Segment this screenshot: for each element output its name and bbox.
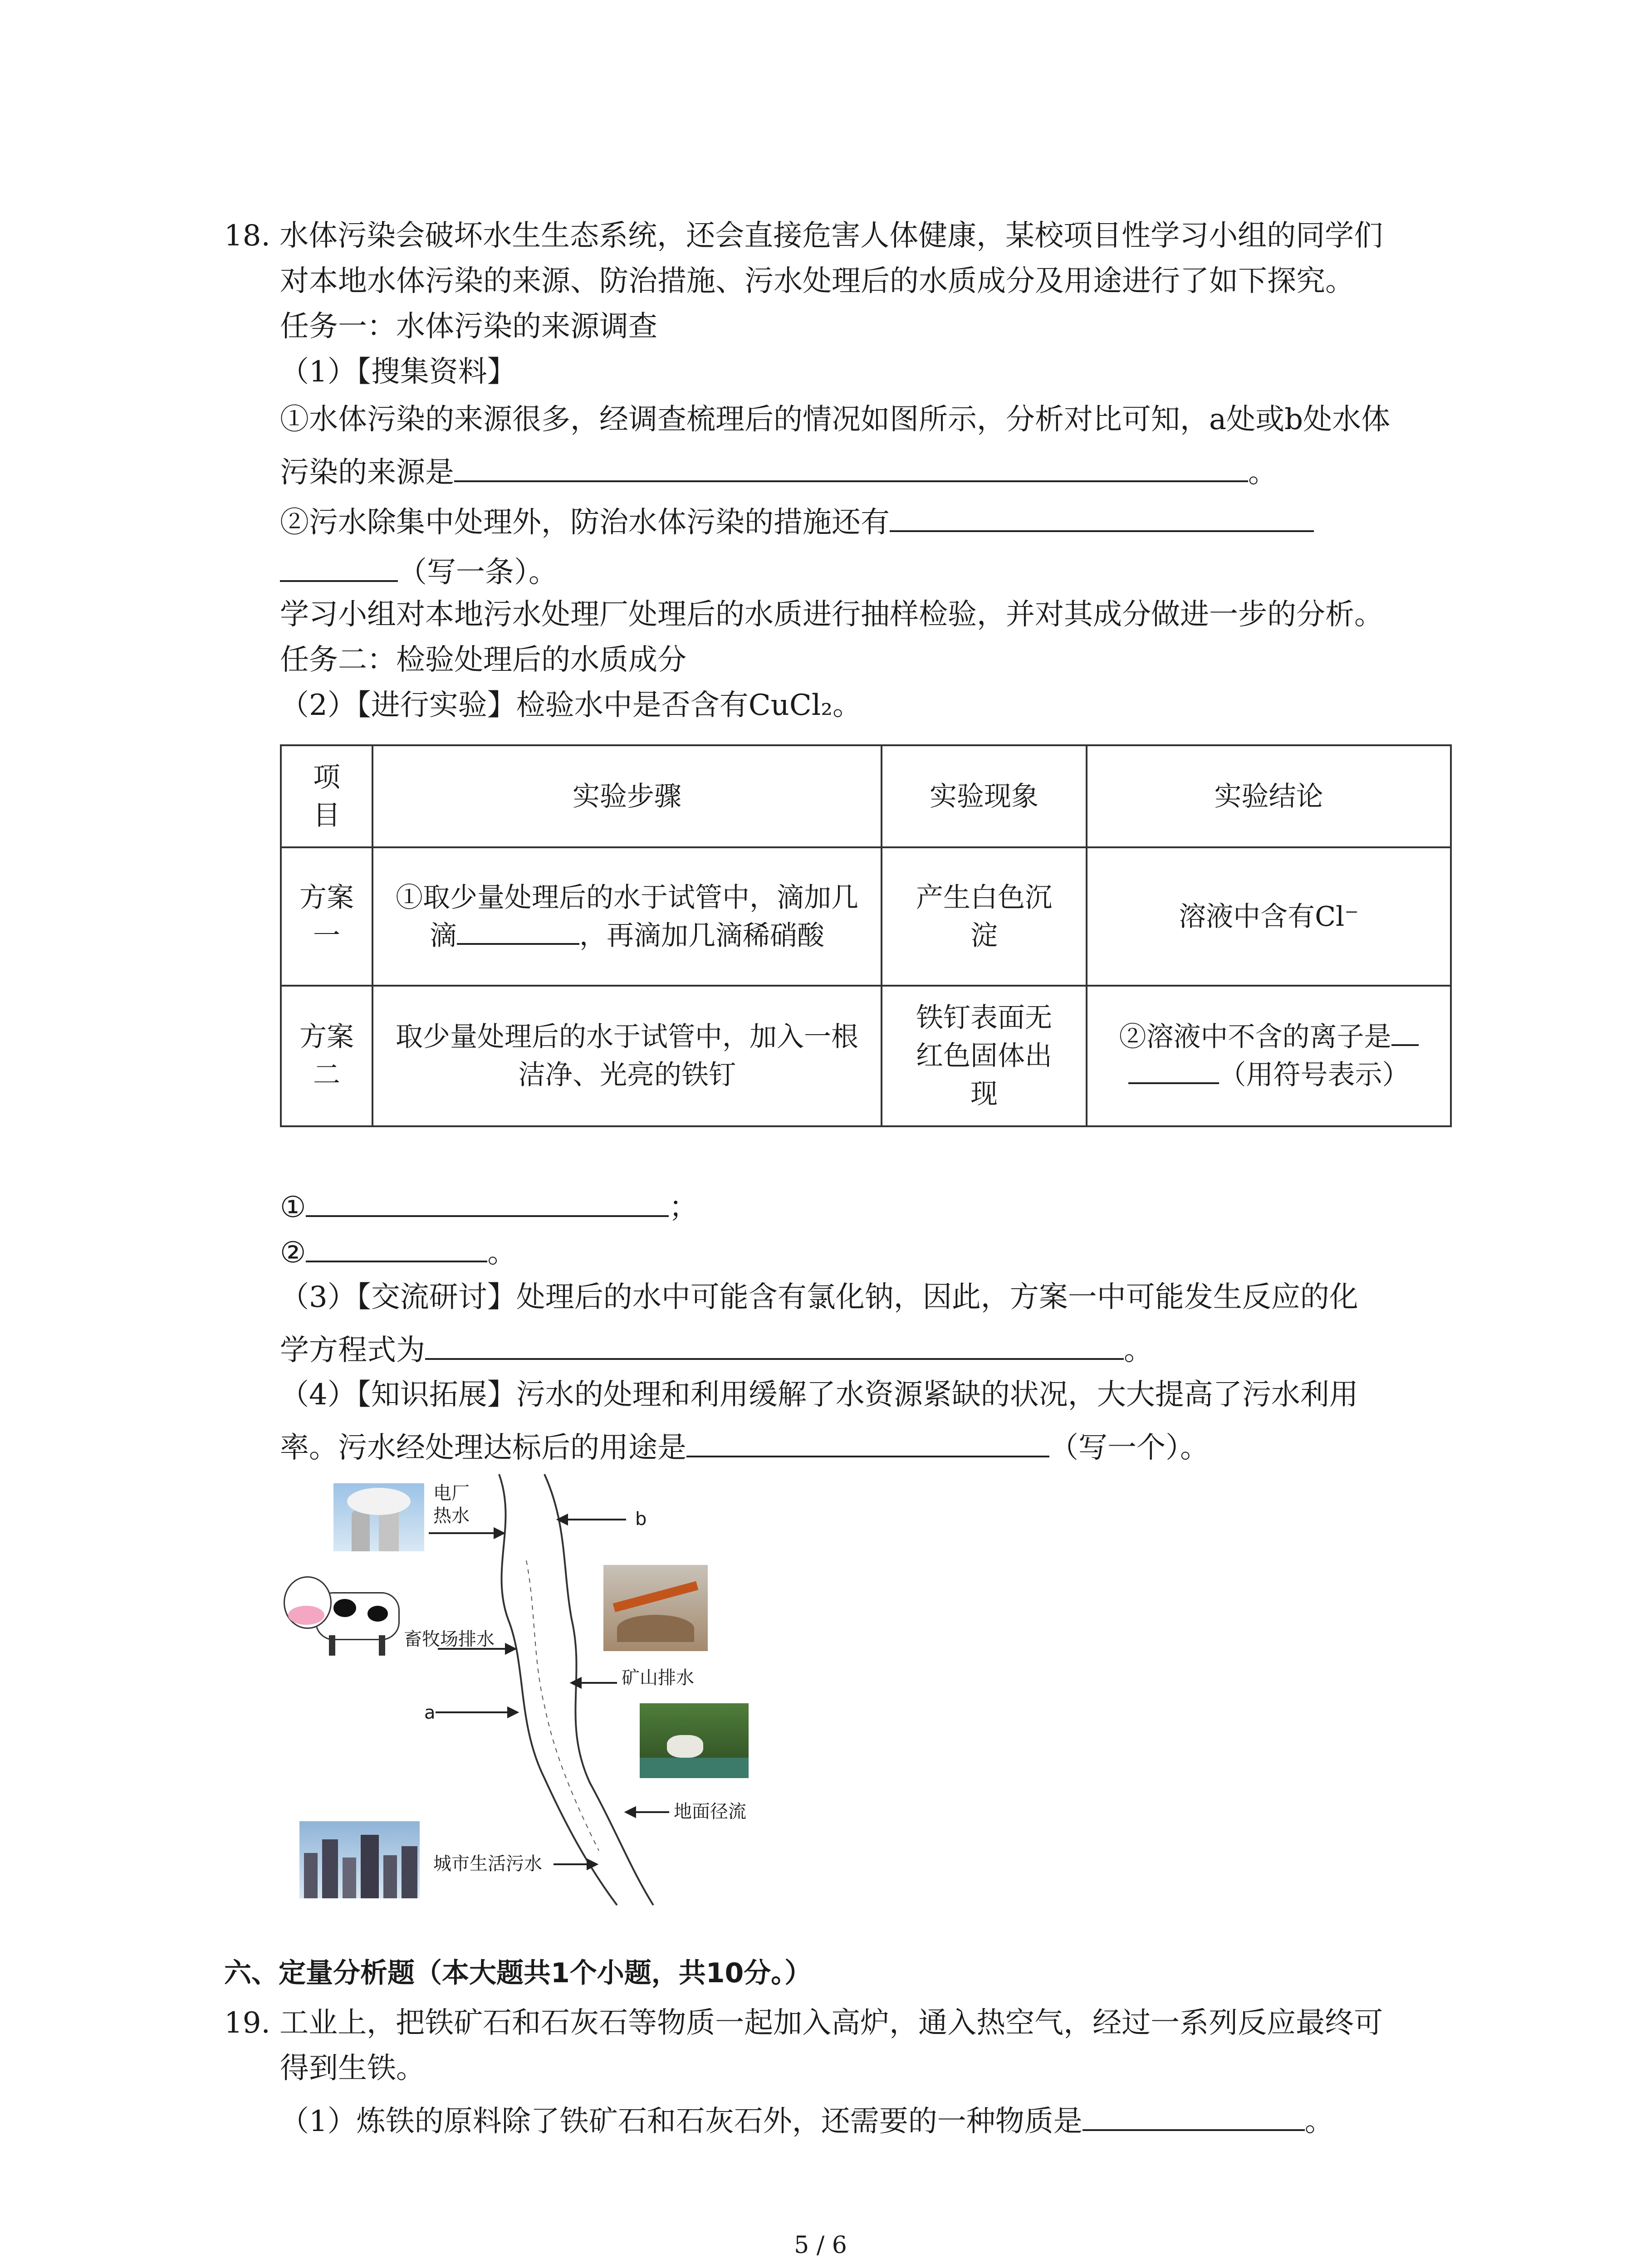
q19-line1: 19. 工业上，把铁矿石和石灰石等物质一起加入高炉，通入热空气，经过一系列反应最终可 xyxy=(224,2006,1383,2040)
q19-line2: 得到生铁。 xyxy=(280,2052,425,2085)
power-plant-image xyxy=(333,1483,424,1551)
header-conclusion: 实验结论 xyxy=(1087,745,1451,847)
sub2-line-a-text: ②污水除集中处理外，防治水体污染的措施还有 xyxy=(280,506,890,539)
header-item: 项目 xyxy=(281,745,372,847)
arrow-mine xyxy=(572,1678,581,1687)
sub1-line-a: ①水体污染的来源很多，经调查梳理后的情况如图所示，分析对比可知，a处或b处水体 xyxy=(280,403,1391,436)
sub2-line-b xyxy=(280,551,558,591)
sub1-line-b xyxy=(280,451,1277,491)
task2-heading: 任务二：检验处理后的水质成分 xyxy=(280,643,686,677)
q18-line1: 18. 水体污染会破坏水生生态系统，还会直接危害人体健康，某校项目性学习小组的同学们 xyxy=(224,219,1383,253)
arrow-a xyxy=(508,1708,517,1717)
plan2-label: 方案二 xyxy=(281,986,372,1126)
q19-sub1: （1）炼铁的原料除了铁矿石和石灰石外，还需要的一种物质是 。 xyxy=(280,2100,1334,2140)
answer-blank-1[interactable] xyxy=(306,1186,669,1217)
cow-image xyxy=(284,1567,402,1658)
label-runoff: 地面径流 xyxy=(674,1801,746,1822)
sub2-heading: （2）【进行实验】检验水中是否含有CuCl₂。 xyxy=(280,689,862,722)
answer-line-2: ② 。 xyxy=(280,1232,516,1271)
plan1-label: 方案一 xyxy=(281,847,372,986)
sub3-line-a: （3）【交流研讨】处理后的水中可能含有氯化钠，因此，方案一中可能发生反应的化 xyxy=(280,1281,1358,1314)
answer-blank-measure-cont[interactable] xyxy=(280,551,398,582)
header-steps: 实验步骤 xyxy=(372,745,882,847)
experiment-table xyxy=(280,744,1452,1127)
mine-image xyxy=(603,1565,708,1651)
header-phenomenon: 实验现象 xyxy=(882,745,1087,847)
sub1-heading: （1）【搜集资料】 xyxy=(280,355,516,389)
sub3-line-b: 学方程式为 。 xyxy=(280,1329,1153,1369)
arrow-city xyxy=(588,1860,597,1869)
page-number: 5 / 6 xyxy=(794,2232,847,2259)
arrow-farm xyxy=(506,1644,515,1653)
sub1-line-b-text: 污染的来源是 xyxy=(280,456,454,489)
answer-blank-measure[interactable] xyxy=(890,501,1314,532)
answer-blank-material[interactable] xyxy=(1083,2100,1305,2131)
plan2-conclusion: ②溶液中不含的离子是 （用符号表示） xyxy=(1087,986,1451,1126)
sub2-line-a xyxy=(280,501,1314,541)
label-power-plant-2: 热水 xyxy=(433,1505,470,1526)
answer-blank-ion-a[interactable] xyxy=(1391,1019,1419,1046)
river-current xyxy=(526,1560,599,1851)
runoff-image xyxy=(640,1703,749,1778)
plan1-step: ①取少量处理后的水于试管中，滴加几滴 ，再滴加几滴稀硝酸 xyxy=(372,847,882,986)
sub4-line-a: （4）【知识拓展】污水的处理和利用缓解了水资源紧缺的状况，大大提高了污水利用 xyxy=(280,1378,1358,1412)
arrow-power-plant xyxy=(495,1529,504,1538)
arrow-runoff xyxy=(626,1808,635,1817)
answer-blank-2[interactable] xyxy=(306,1232,487,1262)
answer-blank-equation[interactable] xyxy=(425,1329,1124,1360)
answer-blank-source[interactable] xyxy=(454,451,1248,482)
label-a: a xyxy=(424,1702,436,1723)
sub1-line-b-end: 。 xyxy=(1248,456,1277,489)
plan1-conclusion: 溶液中含有Cl⁻ xyxy=(1087,847,1451,986)
label-power-plant-1: 电厂 xyxy=(433,1483,470,1504)
river-bank-right xyxy=(544,1474,653,1905)
river-bank-left xyxy=(499,1474,617,1905)
q18-line2: 对本地水体污染的来源、防治措施、污水处理后的水质成分及用途进行了如下探究。 xyxy=(280,264,1354,298)
task1-heading: 任务一：水体污染的来源调查 xyxy=(280,310,657,343)
answer-blank-use[interactable] xyxy=(686,1427,1049,1457)
answer-blank-ion-b[interactable] xyxy=(1128,1057,1219,1084)
section6-heading: 六、定量分析题（本大题共1个小题，共10分。） xyxy=(224,1957,812,1989)
answer-blank-reagent[interactable] xyxy=(457,918,579,945)
label-mine: 矿山排水 xyxy=(622,1667,694,1688)
city-image xyxy=(299,1821,420,1898)
label-farm: 畜牧场排水 xyxy=(404,1629,495,1650)
sub2-line-b-text: （写一条）。 xyxy=(398,556,558,589)
label-b: b xyxy=(635,1509,647,1530)
sub4-line-b: 率。污水经处理达标后的用途是 （写一个）。 xyxy=(280,1427,1209,1466)
answer-line-1: ① ； xyxy=(280,1186,698,1226)
label-city: 城市生活污水 xyxy=(433,1853,542,1874)
intro-task2: 学习小组对本地污水处理厂处理后的水质进行抽样检验，并对其成分做进一步的分析。 xyxy=(280,598,1383,631)
plan2-phenomenon: 铁钉表面无红色固体出现 xyxy=(882,986,1087,1126)
plan2-step: 取少量处理后的水于试管中，加入一根洁净、光亮的铁钉 xyxy=(372,986,882,1126)
plan1-phenomenon: 产生白色沉淀 xyxy=(882,847,1087,986)
